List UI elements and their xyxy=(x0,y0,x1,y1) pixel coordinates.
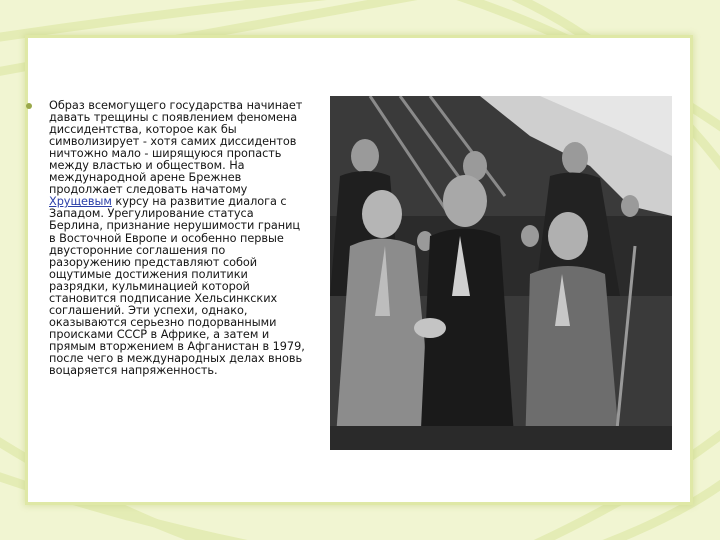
text-line: происками СССР в Африке, а затем и xyxy=(49,327,270,341)
historical-photo xyxy=(330,96,672,450)
text-line: продолжает следовать начатому xyxy=(49,183,248,197)
text-line: символизирует - хотя самих диссидентов xyxy=(49,135,297,149)
text-line: прямым вторжением в Афганистан в 1979, xyxy=(49,339,305,353)
round-bullet-icon xyxy=(26,103,32,109)
text-line: курсу на развитие диалога с xyxy=(111,195,287,209)
text-line: ничтожно мало - ширящуюся пропасть xyxy=(49,147,282,161)
text-line: становится подписание Хельсинкских xyxy=(49,291,278,305)
text-line: Западом. Урегулирование статуса xyxy=(49,207,254,221)
text-line: Берлина, признание нерушимости границ xyxy=(49,219,301,233)
text-line: оказываются серьезно подорванными xyxy=(49,315,277,329)
text-line: разоружению представляют собой xyxy=(49,255,258,269)
text-line: соглашений. Эти успехи, однако, xyxy=(49,303,248,317)
bullet-text xyxy=(49,100,331,377)
text-line: после чего в международных делах вновь xyxy=(49,351,303,365)
khrushchev-link[interactable]: Хрущевым xyxy=(49,195,112,209)
text-line: разрядки, кульминацией которой xyxy=(49,279,250,293)
text-line: между властью и обществом. На xyxy=(49,159,245,173)
text-line: ощутимые достижения политики xyxy=(49,267,248,281)
text-line: воцаряется напряженность. xyxy=(49,364,218,378)
text-line: Образ всемогущего государства начинает xyxy=(49,99,303,112)
text-line: давать трещины с появлением феномена xyxy=(49,111,298,125)
text-line: диссидентства, которое как бы xyxy=(49,123,237,137)
text-line: в Восточной Европе и особенно первые xyxy=(49,231,284,245)
text-line: двусторонние соглашения по xyxy=(49,243,226,257)
text-line: международной арене Брежнев xyxy=(49,171,242,185)
